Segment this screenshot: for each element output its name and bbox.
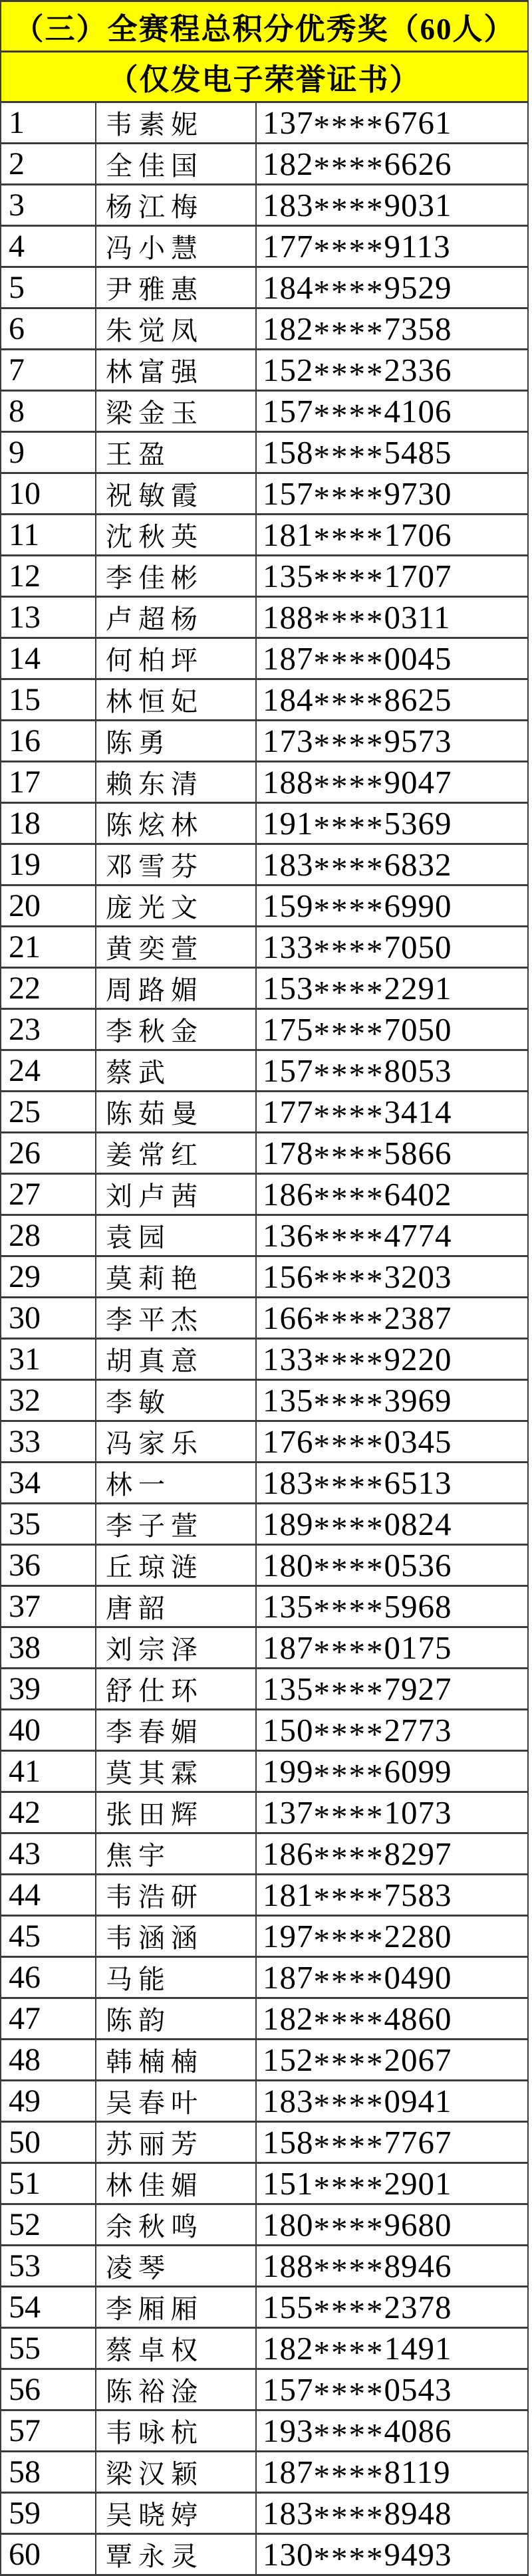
phone-cell: 135****7927 <box>256 1669 528 1710</box>
name-cell: 李敏 <box>96 1380 256 1421</box>
rank-cell: 23 <box>1 1009 96 1050</box>
table-row <box>1 2410 528 2452</box>
name-cell: 韩楠楠 <box>96 2040 256 2081</box>
name-cell: 凌琴 <box>96 2246 256 2287</box>
rank-cell: 16 <box>1 721 96 762</box>
name-cell: 焦宇 <box>96 1833 256 1875</box>
name-cell: 袁园 <box>96 1215 256 1256</box>
rank-cell: 32 <box>1 1380 96 1421</box>
table-row <box>1 308 528 350</box>
phone-cell: 135****1707 <box>256 556 528 597</box>
rank-cell: 55 <box>1 2328 96 2369</box>
rank-cell: 31 <box>1 1339 96 1380</box>
table-row <box>1 2122 528 2163</box>
phone-cell: 133****9220 <box>256 1339 528 1380</box>
rank-cell: 45 <box>1 1916 96 1957</box>
table-row <box>1 1421 528 1463</box>
rank-cell: 39 <box>1 1669 96 1710</box>
award-table-header <box>1 1 528 102</box>
table-row <box>1 1710 528 1751</box>
rank-cell: 18 <box>1 803 96 844</box>
table-row <box>1 2369 528 2410</box>
rank-cell: 33 <box>1 1421 96 1463</box>
rank-cell: 5 <box>1 267 96 308</box>
rank-cell: 48 <box>1 2040 96 2081</box>
rank-cell: 10 <box>1 473 96 515</box>
name-cell: 卢超杨 <box>96 597 256 638</box>
name-cell: 莫莉艳 <box>96 1256 256 1298</box>
name-cell: 胡真意 <box>96 1339 256 1380</box>
table-row <box>1 1504 528 1545</box>
name-cell: 刘宗泽 <box>96 1627 256 1669</box>
table-row <box>1 1833 528 1875</box>
phone-cell: 182****6626 <box>256 144 528 185</box>
name-cell: 李平杰 <box>96 1298 256 1339</box>
table-row <box>1 1339 528 1380</box>
name-cell: 冯家乐 <box>96 1421 256 1463</box>
phone-cell: 180****9680 <box>256 2204 528 2246</box>
phone-cell: 187****0175 <box>256 1627 528 1669</box>
name-cell: 韦涵涵 <box>96 1916 256 1957</box>
table-row <box>1 1133 528 1174</box>
phone-cell: 158****7767 <box>256 2122 528 2163</box>
name-cell: 李厢厢 <box>96 2287 256 2328</box>
phone-cell: 152****2067 <box>256 2040 528 2081</box>
table-row <box>1 556 528 597</box>
name-cell: 梁金玉 <box>96 391 256 432</box>
table-row <box>1 1875 528 1916</box>
name-cell: 吴春叶 <box>96 2081 256 2122</box>
table-row <box>1 473 528 515</box>
rank-cell: 14 <box>1 638 96 679</box>
phone-cell: 188****9047 <box>256 762 528 803</box>
name-cell: 丘琼涟 <box>96 1545 256 1586</box>
table-subtitle: （仅发电子荣誉证书） <box>1 52 528 102</box>
rank-cell: 29 <box>1 1256 96 1298</box>
name-cell: 李秋金 <box>96 1009 256 1050</box>
rank-cell: 35 <box>1 1504 96 1545</box>
table-row <box>1 2204 528 2246</box>
rank-cell: 24 <box>1 1050 96 1092</box>
table-row <box>1 102 528 144</box>
name-cell: 林富强 <box>96 350 256 391</box>
name-cell: 韦浩研 <box>96 1875 256 1916</box>
name-cell: 赖东清 <box>96 762 256 803</box>
name-cell: 张田辉 <box>96 1792 256 1833</box>
rank-cell: 9 <box>1 432 96 473</box>
table-row <box>1 927 528 968</box>
rank-cell: 2 <box>1 144 96 185</box>
name-cell: 李春媚 <box>96 1710 256 1751</box>
rank-cell: 12 <box>1 556 96 597</box>
name-cell: 黄奕萱 <box>96 927 256 968</box>
table-row <box>1 2081 528 2122</box>
name-cell: 林佳媚 <box>96 2163 256 2204</box>
rank-cell: 11 <box>1 515 96 556</box>
rank-cell: 40 <box>1 1710 96 1751</box>
table-row <box>1 844 528 885</box>
table-row <box>1 515 528 556</box>
name-cell: 蔡武 <box>96 1050 256 1092</box>
name-cell: 林一 <box>96 1463 256 1504</box>
name-cell: 刘卢茜 <box>96 1174 256 1215</box>
rank-cell: 28 <box>1 1215 96 1256</box>
phone-cell: 137****1073 <box>256 1792 528 1833</box>
phone-cell: 180****0536 <box>256 1545 528 1586</box>
rank-cell: 50 <box>1 2122 96 2163</box>
name-cell: 陈勇 <box>96 721 256 762</box>
phone-cell: 157****8053 <box>256 1050 528 1092</box>
rank-cell: 22 <box>1 968 96 1009</box>
phone-cell: 183****6832 <box>256 844 528 885</box>
phone-cell: 173****9573 <box>256 721 528 762</box>
phone-cell: 176****0345 <box>256 1421 528 1463</box>
rank-cell: 41 <box>1 1751 96 1792</box>
table-row <box>1 1957 528 1998</box>
phone-cell: 137****6761 <box>256 102 528 144</box>
rank-cell: 4 <box>1 226 96 267</box>
phone-cell: 186****6402 <box>256 1174 528 1215</box>
table-row <box>1 2040 528 2081</box>
phone-cell: 156****3203 <box>256 1256 528 1298</box>
table-row <box>1 1627 528 1669</box>
table-row <box>1 762 528 803</box>
rank-cell: 13 <box>1 597 96 638</box>
rank-cell: 7 <box>1 350 96 391</box>
table-row <box>1 968 528 1009</box>
table-row <box>1 679 528 721</box>
phone-cell: 193****4086 <box>256 2410 528 2452</box>
name-cell: 林恒妃 <box>96 679 256 721</box>
phone-cell: 177****9113 <box>256 226 528 267</box>
rank-cell: 19 <box>1 844 96 885</box>
name-cell: 蔡卓权 <box>96 2328 256 2369</box>
table-row <box>1 638 528 679</box>
table-row <box>1 2493 528 2534</box>
table-row <box>1 803 528 844</box>
phone-cell: 151****2901 <box>256 2163 528 2204</box>
phone-cell: 130****9493 <box>256 2534 528 2575</box>
name-cell: 陈韵 <box>96 1998 256 2040</box>
table-row <box>1 597 528 638</box>
name-cell: 韦素妮 <box>96 102 256 144</box>
name-cell: 周路媚 <box>96 968 256 1009</box>
table-row <box>1 1916 528 1957</box>
phone-cell: 182****4860 <box>256 1998 528 2040</box>
rank-cell: 17 <box>1 762 96 803</box>
name-cell: 李佳彬 <box>96 556 256 597</box>
table-row <box>1 721 528 762</box>
table-title: （三）全赛程总积分优秀奖（60人） <box>1 1 528 52</box>
rank-cell: 26 <box>1 1133 96 1174</box>
table-row <box>1 1215 528 1256</box>
table-row <box>1 350 528 391</box>
phone-cell: 181****1706 <box>256 515 528 556</box>
table-row <box>1 885 528 927</box>
name-cell: 苏丽芳 <box>96 2122 256 2163</box>
phone-cell: 178****5866 <box>256 1133 528 1174</box>
rank-cell: 30 <box>1 1298 96 1339</box>
phone-cell: 153****2291 <box>256 968 528 1009</box>
name-cell: 李子萱 <box>96 1504 256 1545</box>
phone-cell: 133****7050 <box>256 927 528 968</box>
phone-cell: 152****2336 <box>256 350 528 391</box>
table-row <box>1 267 528 308</box>
name-cell: 莫其霖 <box>96 1751 256 1792</box>
phone-cell: 189****0824 <box>256 1504 528 1545</box>
phone-cell: 182****1491 <box>256 2328 528 2369</box>
phone-cell: 184****9529 <box>256 267 528 308</box>
rank-cell: 37 <box>1 1586 96 1627</box>
rank-cell: 21 <box>1 927 96 968</box>
rank-cell: 52 <box>1 2204 96 2246</box>
rank-cell: 57 <box>1 2410 96 2452</box>
phone-cell: 191****5369 <box>256 803 528 844</box>
phone-cell: 158****5485 <box>256 432 528 473</box>
name-cell: 祝敏霞 <box>96 473 256 515</box>
table-row <box>1 2163 528 2204</box>
table-subtitle-row <box>1 52 528 102</box>
rank-cell: 1 <box>1 102 96 144</box>
name-cell: 沈秋英 <box>96 515 256 556</box>
name-cell: 何柏坪 <box>96 638 256 679</box>
name-cell: 邓雪芬 <box>96 844 256 885</box>
phone-cell: 187****0045 <box>256 638 528 679</box>
phone-cell: 186****8297 <box>256 1833 528 1875</box>
rank-cell: 3 <box>1 185 96 226</box>
name-cell: 韦咏杭 <box>96 2410 256 2452</box>
table-row <box>1 2246 528 2287</box>
table-row <box>1 1545 528 1586</box>
table-row <box>1 226 528 267</box>
name-cell: 朱觉凤 <box>96 308 256 350</box>
phone-cell: 175****7050 <box>256 1009 528 1050</box>
table-row <box>1 185 528 226</box>
phone-cell: 197****2280 <box>256 1916 528 1957</box>
phone-cell: 188****0311 <box>256 597 528 638</box>
name-cell: 马能 <box>96 1957 256 1998</box>
table-row <box>1 1792 528 1833</box>
rank-cell: 20 <box>1 885 96 927</box>
table-row <box>1 391 528 432</box>
name-cell: 吴晓婷 <box>96 2493 256 2534</box>
rank-cell: 38 <box>1 1627 96 1669</box>
rank-cell: 42 <box>1 1792 96 1833</box>
phone-cell: 188****8946 <box>256 2246 528 2287</box>
table-row <box>1 2534 528 2575</box>
phone-cell: 135****5968 <box>256 1586 528 1627</box>
table-row <box>1 144 528 185</box>
name-cell: 陈裕淦 <box>96 2369 256 2410</box>
phone-cell: 166****2387 <box>256 1298 528 1339</box>
rank-cell: 8 <box>1 391 96 432</box>
rank-cell: 25 <box>1 1092 96 1133</box>
phone-cell: 155****2378 <box>256 2287 528 2328</box>
rank-cell: 27 <box>1 1174 96 1215</box>
name-cell: 冯小慧 <box>96 226 256 267</box>
phone-cell: 150****2773 <box>256 1710 528 1751</box>
name-cell: 杨江梅 <box>96 185 256 226</box>
rank-cell: 51 <box>1 2163 96 2204</box>
table-row <box>1 1256 528 1298</box>
name-cell: 唐韶 <box>96 1586 256 1627</box>
table-row <box>1 1092 528 1133</box>
name-cell: 全佳国 <box>96 144 256 185</box>
phone-cell: 199****6099 <box>256 1751 528 1792</box>
name-cell: 庞光文 <box>96 885 256 927</box>
name-cell: 舒仕环 <box>96 1669 256 1710</box>
rank-cell: 58 <box>1 2452 96 2493</box>
phone-cell: 159****6990 <box>256 885 528 927</box>
phone-cell: 157****4106 <box>256 391 528 432</box>
phone-cell: 182****7358 <box>256 308 528 350</box>
award-table-body <box>1 102 528 2575</box>
rank-cell: 6 <box>1 308 96 350</box>
name-cell: 余秋鸣 <box>96 2204 256 2246</box>
rank-cell: 49 <box>1 2081 96 2122</box>
rank-cell: 44 <box>1 1875 96 1916</box>
table-row <box>1 1050 528 1092</box>
rank-cell: 59 <box>1 2493 96 2534</box>
table-row <box>1 1751 528 1792</box>
phone-cell: 136****4774 <box>256 1215 528 1256</box>
rank-cell: 36 <box>1 1545 96 1586</box>
table-row <box>1 1586 528 1627</box>
rank-cell: 47 <box>1 1998 96 2040</box>
phone-cell: 157****0543 <box>256 2369 528 2410</box>
phone-cell: 157****9730 <box>256 473 528 515</box>
phone-cell: 187****8119 <box>256 2452 528 2493</box>
table-row <box>1 1298 528 1339</box>
name-cell: 王盈 <box>96 432 256 473</box>
table-title-row <box>1 1 528 52</box>
rank-cell: 15 <box>1 679 96 721</box>
phone-cell: 135****3969 <box>256 1380 528 1421</box>
name-cell: 陈茹曼 <box>96 1092 256 1133</box>
phone-cell: 187****0490 <box>256 1957 528 1998</box>
phone-cell: 183****9031 <box>256 185 528 226</box>
phone-cell: 183****0941 <box>256 2081 528 2122</box>
name-cell: 姜常红 <box>96 1133 256 1174</box>
rank-cell: 43 <box>1 1833 96 1875</box>
name-cell: 覃永灵 <box>96 2534 256 2575</box>
rank-cell: 56 <box>1 2369 96 2410</box>
rank-cell: 54 <box>1 2287 96 2328</box>
table-row <box>1 2452 528 2493</box>
rank-cell: 46 <box>1 1957 96 1998</box>
table-row <box>1 1998 528 2040</box>
phone-cell: 183****8948 <box>256 2493 528 2534</box>
name-cell: 梁汉颖 <box>96 2452 256 2493</box>
table-row <box>1 2287 528 2328</box>
rank-cell: 34 <box>1 1463 96 1504</box>
rank-cell: 60 <box>1 2534 96 2575</box>
phone-cell: 181****7583 <box>256 1875 528 1916</box>
phone-cell: 184****8625 <box>256 679 528 721</box>
phone-cell: 183****6513 <box>256 1463 528 1504</box>
table-row <box>1 2328 528 2369</box>
table-row <box>1 1463 528 1504</box>
name-cell: 尹雅惠 <box>96 267 256 308</box>
rank-cell: 53 <box>1 2246 96 2287</box>
table-row <box>1 1009 528 1050</box>
table-row <box>1 432 528 473</box>
name-cell: 陈炫林 <box>96 803 256 844</box>
table-row <box>1 1174 528 1215</box>
table-row <box>1 1380 528 1421</box>
table-row <box>1 1669 528 1710</box>
phone-cell: 177****3414 <box>256 1092 528 1133</box>
